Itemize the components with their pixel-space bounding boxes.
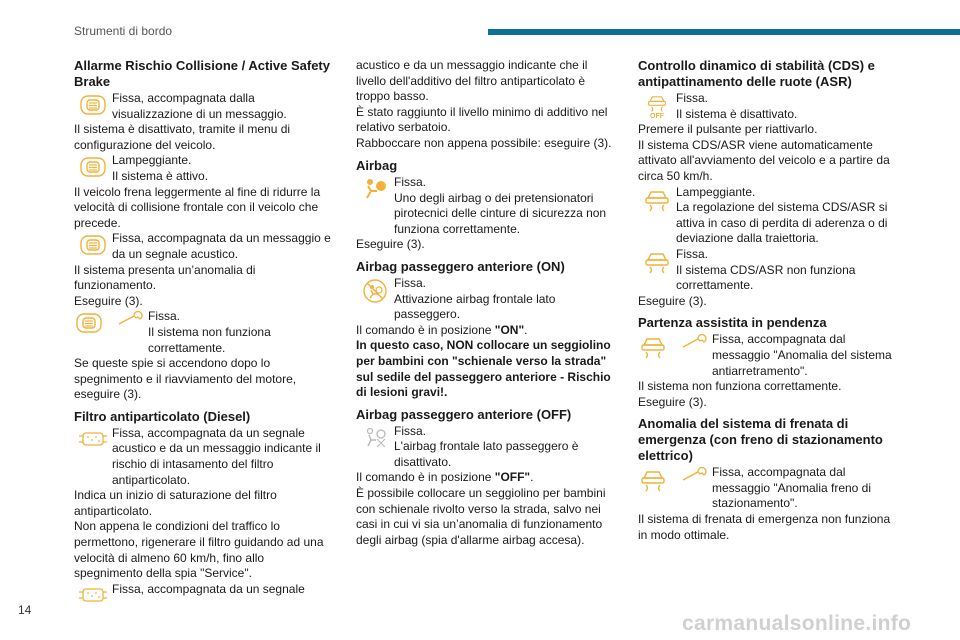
indicator-entry: OFF Fissa. Il sistema è disattivato. (638, 91, 900, 122)
column-right: Controllo dinamico di stabilità (CDS) e antipattinamento delle ruote (ASR) OFF Fissa. Il sistema è disattivato. Premere il pulsante per riattivarlo. Il sistema CDS/ASR viene automaticamente attivato all'avviamento del veicolo e a partire da circa 50 km/h. Lampeggiante. La regolazione del sistema CDS/ASR si attiva in caso di perdita di aderenza o di deviazione dalla traiettoria. Fissa. Il sistema CDS/ASR non funziona correttamente. Eseguire (3). Partenza assistita in pendenza Fissa, accompagnata dal messaggio "Anomalia del sistema antiarretramento". Il sistema non funziona correttamente. Eseguire (3). Anomalia del sistema di frenata di emergenza (con freno di stazionamento elettrico) Fissa, accompagnata dal messaggio "Anomalia freno di stazionamento". Il sistema di frenata di emergenza non funziona in modo ottimale. (638, 58, 900, 543)
service-wrench-icon (680, 334, 710, 350)
section-title-emergency-brake: Anomalia del sistema di frenata di emergenza (con freno di stazionamento elettrico) (638, 416, 883, 464)
collision-warning-icon (74, 153, 112, 179)
watermark: carmanualsonline.info (682, 612, 912, 635)
page-number: 14 (18, 603, 32, 617)
particle-filter-icon (74, 582, 112, 608)
stability-control-icon (638, 185, 676, 211)
section-title-airbag-on: Airbag passeggero anteriore (ON) (356, 258, 565, 274)
stability-control-icon (638, 247, 676, 273)
section-title-airbag: Airbag (356, 157, 398, 173)
particle-filter-icon (74, 426, 112, 452)
indicator-entry: Fissa. Il sistema CDS/ASR non funziona correttamente. (638, 247, 900, 294)
stability-control-off-icon: OFF (638, 91, 676, 121)
indicator-entry: Fissa, accompagnata dal messaggio "Anomalia del sistema antiarretramento". (638, 332, 900, 379)
indicator-entry: Fissa. L'airbag frontale lato passeggero è disattivato. (356, 424, 618, 471)
section-title-airbag-off: Airbag passeggero anteriore (OFF) (356, 406, 572, 422)
indicator-entry: Lampeggiante. Il sistema è attivo. (74, 153, 336, 184)
passenger-airbag-on-icon (356, 276, 394, 302)
indicator-entry: Fissa, accompagnata dal messaggio "Anomalia freno di stazionamento". (638, 465, 900, 512)
section-title-hill-start: Partenza assistita in pendenza (638, 315, 827, 331)
indicator-entry: Lampeggiante. La regolazione del sistema CDS/ASR si attiva in caso di perdita di aderenza o di deviazione dalla traiettoria. (638, 185, 900, 247)
running-header: Strumenti di bordo (74, 24, 173, 38)
collision-warning-icon (74, 311, 104, 335)
collision-warning-icon (74, 91, 112, 117)
collision-warning-icon (74, 231, 112, 257)
column-middle: acustico e da un messaggio indicante che il livello dell'additivo del filtro antiparticolato è troppo basso. È stato raggiunto il livello minimo di additivo nel relativo serbatoio. Rabboccare non appena possibile: eseguire (3). Airbag Fissa. Uno degli airbag o dei pretensionatori pirotecnici delle cinture di sicurezza non funziona correttamente. Eseguire (3). Airbag passeggero anteriore (ON) Fissa. Attivazione airbag frontale lato passeggero. Il comando è in posizione "ON". In questo caso, NON collocare un seggiolino per bambini con "schienale verso la strada" sul sedile del passeggero anteriore - Rischio di lesioni gravi!. Airbag passeggero anteriore (OFF) Fissa. L'airbag frontale lato passeggero è disattivato. Il comando è in posizione "OFF". È possibile collocare un seggiolino per bambini con schienale rivolto verso la strada, salvo nei casi in cui vi sia un’anomalia di funzionamento degli airbag (spia d'allarme airbag accesa). (356, 58, 618, 548)
stability-control-icon (638, 334, 668, 360)
indicator-entry: Fissa. (356, 175, 618, 201)
service-wrench-icon (116, 311, 146, 327)
indicator-entry: Fissa, accompagnata da un segnale (74, 582, 336, 608)
indicator-entry: Fissa, accompagnata da un messaggio e da un segnale acustico. (74, 231, 336, 262)
section-title-particle-filter: Filtro antiparticolato (Diesel) (74, 408, 251, 424)
header-accent-bar (488, 29, 960, 35)
section-title-collision-alert: Allarme Rischio Collisione / Active Safety Brake (74, 58, 330, 89)
column-left: Allarme Rischio Collisione / Active Safety Brake Fissa, accompagnata dalla visualizzazione di un messaggio. Il sistema è disattivato, tramite il menu di configurazione del veicolo. Lampeggiante. Il sistema è attivo. Il veicolo frena leggermente al fine di ridurre la velocità di collisione frontale con il veicolo che precede. Fissa, accompagnata da un messaggio e da un segnale acustico. Il sistema presenta un’anomalia di funzionamento. Eseguire (3). Fissa. Il sistema non funziona correttamente. Se queste spie si accendono dopo lo spegnimento e il riavviamento del motore, eseguire (3). Filtro antiparticolato (Diesel) Fissa, accompagnata da un segnale acustico e da un messaggio indicante il rischio di intasamento del filtro antiparticolato. Indica un inizio di saturazione del filtro antiparticolato. Non appena le condizioni del traffico lo permettono, rigenerare il filtro guidando ad una velocità di almeno 60 km/h, fino allo spegnimento della spia "Service". Fissa, accompagnata da un segnale (74, 58, 336, 608)
indicator-entry: Fissa. Il sistema non funziona correttamente. (74, 309, 336, 356)
section-title-stability-control: Controllo dinamico di stabilità (CDS) e antipattinamento delle ruote (ASR) (638, 58, 875, 89)
indicator-entry: Fissa. Attivazione airbag frontale lato passeggero. (356, 276, 618, 323)
airbag-icon (356, 175, 394, 201)
indicator-entry: Fissa, accompagnata da un segnale acustico e da un messaggio indicante il rischio di intasamento del filtro antiparticolato. (74, 426, 336, 488)
stability-control-icon (638, 467, 668, 493)
service-wrench-icon (680, 467, 710, 483)
passenger-airbag-off-icon (356, 424, 394, 450)
indicator-entry: Fissa, accompagnata dalla visualizzazione di un messaggio. (74, 91, 336, 122)
